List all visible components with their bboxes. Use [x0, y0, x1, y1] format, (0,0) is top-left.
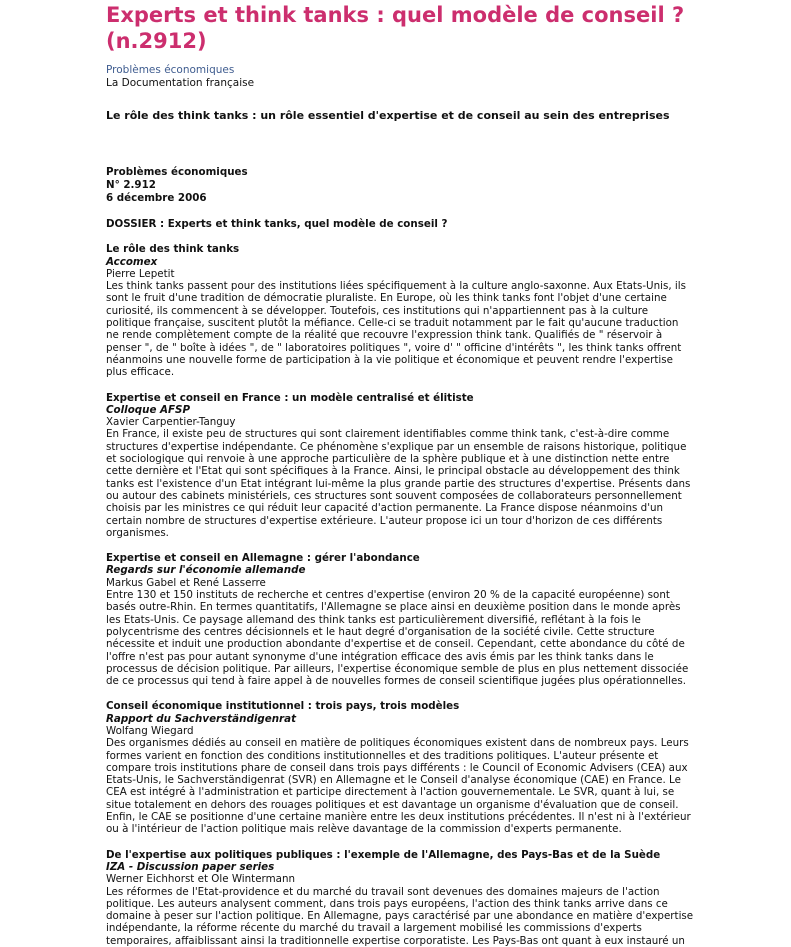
section-source: Rapport du Sachverständigenrat: [106, 712, 296, 725]
issue-info: [106, 166, 694, 205]
section-politiques-publiques: [106, 849, 694, 947]
issue-publication: Problèmes économiques: [106, 166, 248, 178]
publisher-name: La Documentation française: [106, 77, 255, 89]
section-source: Accomex: [106, 255, 158, 268]
section-body: En France, il existe peu de structures qui sont clairement identifiables comme think tank, c'est-à-dire comme structures d'expertise indépendante. Ce phénomène s'explique par un ensemble de raisons historique, politique et sociologique qui renvoie à une approche particulière de la sphère publique et à une distinction nette entre cette dernière et l'Etat qui sont spécifiques à la France. Ainsi, le principal obstacle au développement des think tanks est l'existence d'un Etat intégrant lui-même la plus grande partie des structures d'expertise. Présents dans ou autour des cabinets ministériels, ces structures sont souvent composées de collaborateurs personnellement choisis par les ministres ce qui réduit leur capacité d'action permanente. La France dispose néanmoins d'un certain nombre de structures d'expertise extérieure. L'auteur propose ici un tour d'horizon de ces différents organismes.: [106, 428, 691, 539]
section-body: Les think tanks passent pour des institutions liées spécifiquement à la culture anglo-saxonne. Aux Etats-Unis, ils sont le fruit d'une tradition de démocratie pluraliste. En Europe, où les think tanks font l'objet d'une certaine curiosité, ils commencent à se développer. Toutefois, ces institutions qui n'appartiennent pas à la culture politique française, suscitent plutôt la méfiance. Celle-ci se traduit notamment par le fait qu'aucune traduction ne rende complètement compte de la réalité que recouvre l'expression think tank. Qualifiés de " réservoir à penser ", de " boîte à idées ", de " laboratoires politiques ", voire d' " officine d'intérêts ", les think tanks offrent néanmoins une nouvelle forme de participation à la vie politique et économique et peuvent rendre l'expertise plus efficace.: [106, 280, 686, 379]
section-body: Entre 130 et 150 instituts de recherche et centres d'expertise (environ 20 % de la capacité européenne) sont basés outre-Rhin. En termes quantitatifs, l'Allemagne se place ainsi en deuxième position dans le monde après les Etats-Unis. Ce paysage allemand des think tanks est particulièrement diversifié, reflétant à la fois le polycentrisme des centres décisionnels et le haut degré d'organisation de la société civile. Cette structure nécessite et induit une production abondante d'expertise et de conseil. Cependant, cette abondance du côté de l'offre n'est pas pour autant synonyme d'une intégration efficace des avis émis par les think tanks dans le processus de décision politique. Par ailleurs, l'expertise économique semble de plus en plus nettement dissociée de ce processus qui tend à faire appel à de nouvelles formes de conseil scientifique jugées plus opérationnelles.: [106, 589, 689, 688]
section-role-think-tanks: [106, 243, 694, 378]
issue-number: N° 2.912: [106, 179, 156, 191]
section-author: Pierre Lepetit: [106, 267, 175, 280]
section-conseil-institutionnel: [106, 700, 694, 835]
section-author: Werner Eichhorst et Ole Wintermann: [106, 873, 295, 886]
page-title: Experts et think tanks : quel modèle de conseil ? (n.2912): [106, 3, 685, 53]
section-heading: Expertise et conseil en Allemagne : gérer l'abondance: [106, 552, 420, 565]
section-heading: Expertise et conseil en France : un modèle centralisé et élitiste: [106, 391, 474, 404]
section-body: Les réformes de l'Etat-providence et du marché du travail sont devenues des domaines majeurs de l'action politique. Les auteurs analysent comment, dans trois pays européens, l'action des think tanks arrive dans ce domaine à peser sur l'action politique. En Allemagne, pays caractérisé par une abondance en matière d'expertise indépendante, la réforme récente du marché du travail a largement mobilisé les commissions d'experts temporaires, affaiblissant ainsi la traditionnelle expertise corporatiste. Les Pays-Bas ont quant à eux instauré un: [106, 885, 694, 947]
section-source: Colloque AFSP: [106, 403, 190, 416]
section-france: [106, 392, 694, 540]
section-source: IZA - Discussion paper series: [106, 860, 275, 873]
section-source: Regards sur l'économie allemande: [106, 564, 306, 577]
section-author: Markus Gabel et René Lasserre: [106, 576, 266, 589]
section-author: Xavier Carpentier-Tanguy: [106, 416, 236, 429]
issue-date: 6 décembre 2006: [106, 192, 207, 204]
publication-link[interactable]: Problèmes économiques: [106, 64, 235, 76]
section-body: Des organismes dédiés au conseil en matière de politiques économiques existent dans de nombreux pays. Leurs formes varient en fonction des conditions institutionnelles et des traditions politiques. L'auteur présente et compare trois institutions phare de conseil dans trois pays différents : le Council of Economic Advisers (CEA) aux Etats-Unis, le Sachverständigenrat (SVR) en Allemagne et le Conseil d'analyse économique (CAE) en France. Le CEA est intégré à l'administration et participe directement à l'action gouvernementale. Le SVR, quant à lui, se situe totalement en dehors des rouages politiques et est davantage un organisme d'évaluation que de conseil. Enfin, le CAE se positionne d'une certaine manière entre les deux institutions précédentes. Il n'est ni à l'extérieur ou à l'intérieur de l'action politique mais relève davantage de la commission d'experts permanente.: [106, 737, 691, 836]
dossier-title: DOSSIER : Experts et think tanks, quel modèle de conseil ?: [106, 218, 448, 230]
section-heading: De l'expertise aux politiques publiques : l'exemple de l'Allemagne, des Pays-Bas et de la Suède: [106, 848, 661, 861]
document-body: [106, 166, 694, 947]
section-author: Wolfang Wiegard: [106, 724, 194, 737]
article-subtitle: Le rôle des think tanks : un rôle essentiel d'expertise et de conseil au sein des entreprises: [106, 109, 670, 122]
section-allemagne: [106, 552, 694, 687]
section-heading: Le rôle des think tanks: [106, 243, 240, 256]
section-heading: Conseil économique institutionnel : trois pays, trois modèles: [106, 700, 460, 713]
